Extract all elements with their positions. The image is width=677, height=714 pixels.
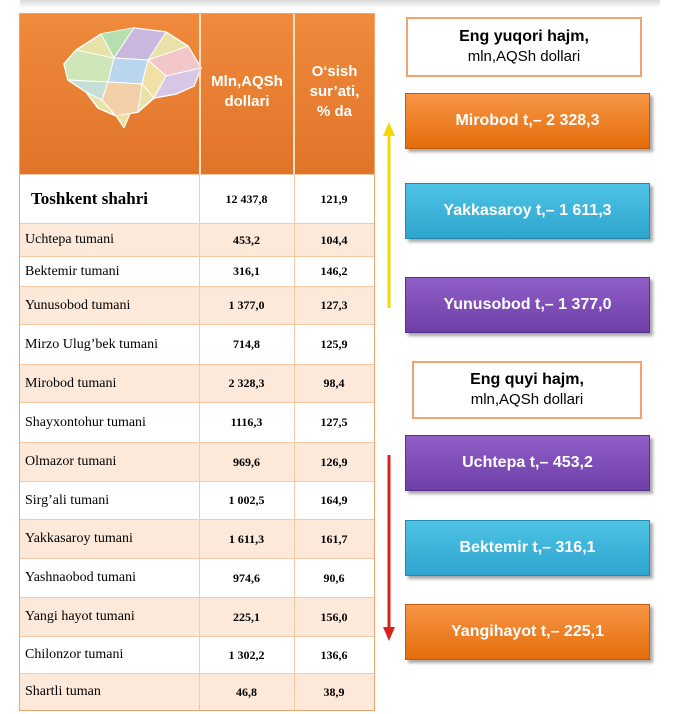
row-value: 1 002,5 <box>228 493 265 507</box>
row-growth: 164,9 <box>320 493 348 507</box>
highest-subtitle: mln,AQSh dollari <box>467 48 581 65</box>
row-name: Olmazor tumani <box>25 454 117 469</box>
lowest-header <box>412 361 642 419</box>
row-name: Shayxontohur tumani <box>25 414 146 430</box>
row-value: 2 328,3 <box>228 376 265 390</box>
row-value: 1116,3 <box>230 415 263 429</box>
table-row <box>20 519 374 558</box>
table-row <box>20 402 374 442</box>
table-row <box>20 442 374 481</box>
row-value: 1 377,0 <box>228 298 265 312</box>
row-name: Yunusobod tumani <box>25 297 131 313</box>
highest-item-1: Mirobod t,– 2 328,3 <box>405 93 650 149</box>
row-value: 969,6 <box>233 454 260 469</box>
row-name: Mirobod tumani <box>25 375 117 391</box>
row-name: Yakkasaroy tumani <box>25 531 133 546</box>
table-row <box>20 256 374 286</box>
lowest-item-2: Bektemir t,– 316,1 <box>405 520 650 576</box>
table-row-total <box>20 174 374 223</box>
row-growth: 127,3 <box>320 298 348 312</box>
row-value: 225,1 <box>233 609 260 624</box>
table-row <box>20 364 374 402</box>
row-name: Uchtepa tumani <box>25 232 115 247</box>
row-growth: 121,9 <box>320 191 348 206</box>
row-name: Shartli tuman <box>25 684 101 699</box>
table-row <box>20 597 374 636</box>
down-arrow-icon <box>381 455 397 641</box>
lowest-item-3: Yangihayot t,– 225,1 <box>405 604 650 660</box>
highest-item-3: Yunusobod t,– 1 377,0 <box>405 277 650 333</box>
column-divider <box>294 174 295 710</box>
row-name: Yashnaobod tumani <box>25 570 136 585</box>
table-row <box>20 673 374 710</box>
row-growth: 136,6 <box>320 647 348 662</box>
row-value: 12 437,8 <box>225 191 268 206</box>
row-growth: 126,9 <box>320 454 348 469</box>
highest-title: Eng yuqori hajm, <box>459 28 589 45</box>
row-growth: 161,7 <box>320 531 348 546</box>
lowest-subtitle: mln,AQSh dollari <box>470 391 584 408</box>
row-name: Sirg’ali tumani <box>25 492 110 508</box>
lowest-title: Eng quyi hajm, <box>470 371 584 388</box>
row-value: 974,6 <box>233 570 260 585</box>
header-value-label: Mln,AQSh dollari <box>211 73 283 110</box>
row-value: 1 302,2 <box>228 647 265 662</box>
row-name: Bektemir tumani <box>25 263 120 279</box>
table-row <box>20 286 374 324</box>
highest-item-2: Yakkasaroy t,– 1 611,3 <box>405 183 650 239</box>
header-growth-label: O‘sish sur’ati, % da <box>309 63 360 120</box>
row-growth: 146,2 <box>320 264 348 278</box>
row-value: 316,1 <box>233 264 260 278</box>
table-row <box>20 223 374 256</box>
top-strip <box>20 0 660 8</box>
row-name: Toshkent shahri <box>31 189 149 208</box>
row-value: 453,2 <box>233 232 260 247</box>
table-row <box>20 558 374 597</box>
lowest-item-1: Uchtepa t,– 453,2 <box>405 435 650 491</box>
table-row <box>20 636 374 673</box>
row-growth: 127,5 <box>320 415 348 429</box>
row-growth: 98,4 <box>323 376 345 390</box>
row-value: 1 611,3 <box>228 531 265 546</box>
row-name: Yangi hayot tumani <box>25 609 135 624</box>
row-growth: 125,9 <box>320 337 348 351</box>
tashkent-map-icon <box>56 20 206 128</box>
row-growth: 90,6 <box>323 570 345 585</box>
row-growth: 104,4 <box>320 232 348 247</box>
table-header <box>20 14 374 174</box>
row-value: 714,8 <box>233 337 260 351</box>
column-divider <box>199 174 200 710</box>
table-row <box>20 481 374 519</box>
row-growth: 156,0 <box>320 609 348 624</box>
up-arrow-icon <box>381 122 397 310</box>
highest-header <box>406 17 642 77</box>
table-row <box>20 324 374 364</box>
row-name: Chilonzor tumani <box>25 647 124 662</box>
row-growth: 38,9 <box>323 684 345 699</box>
row-value: 46,8 <box>236 684 257 699</box>
row-name: Mirzo Ulug’bek tumani <box>25 336 158 352</box>
district-table <box>19 13 375 711</box>
